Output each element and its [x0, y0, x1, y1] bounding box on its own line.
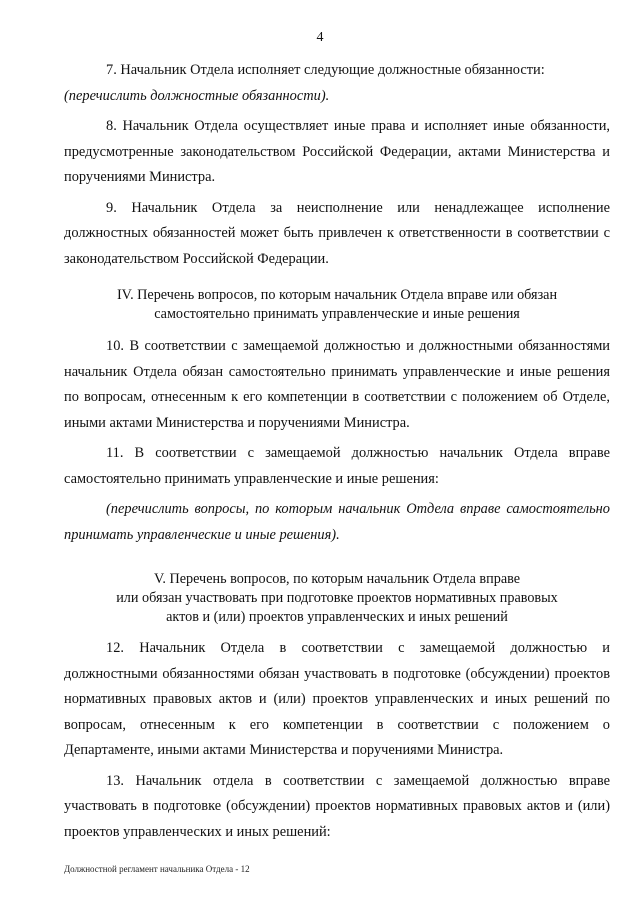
section-5-title-line-2: или обязан участвовать при подготовке проектов нормативных правовых [116, 590, 558, 606]
block-paragraphs-12-13 [64, 636, 610, 845]
document-footer: Должностной регламент начальника Отдела - 12 [64, 864, 250, 874]
paragraph-10: 10. В соответствии с замещаемой должностью и должностными обязанностями начальник Отдела обязан самостоятельно принимать управленческие и иные решения по вопросам, отнесенным к его компетенции в соответствии с положением об Отделе, иными актами Министерства и поручениями Министра. [64, 338, 610, 431]
section-4-title-line-2: самостоятельно принимать управленческие и иные решения [154, 306, 520, 322]
paragraph-13: 13. Начальник отдела в соответствии с замещаемой должностью вправе участвовать в подготовке (обсуждении) проектов нормативных правовых актов и (или) проектов управленческих и иных решений: [64, 772, 610, 840]
block-paragraphs-10-11 [64, 334, 610, 548]
block-paragraphs-7-9 [64, 58, 610, 272]
section-5-heading [64, 570, 610, 627]
paragraph-11-italic-note: (перечислить вопросы, по которым начальник Отдела вправе самостоятельно принимать управленческие и иные решения). [64, 501, 610, 543]
paragraph-7-text: 7. Начальник Отдела исполняет следующие должностные обязанности: [106, 62, 545, 78]
paragraph-9: 9. Начальник Отдела за неисполнение или ненадлежащее исполнение должностных обязанностей может быть привлечен к ответственности в соответствии с законодательством Российской Федерации. [64, 199, 610, 267]
paragraph-12: 12. Начальник Отдела в соответствии с замещаемой должностью и должностными обязанностями обязан участвовать в подготовке (обсуждении) проектов нормативных правовых актов и (или) проектов управленческих и иных решений по вопросам, отнесенным к его компетенции в соответствии с положением о Департаменте, иными актами Министерства и поручениями Министра. [64, 640, 610, 758]
page-number: 4 [316, 30, 324, 45]
section-4-heading [64, 286, 610, 324]
paragraph-11: 11. В соответствии с замещаемой должностью начальник Отдела вправе самостоятельно принимать управленческие и иные решения: [64, 445, 610, 487]
paragraph-8: 8. Начальник Отдела осуществляет иные права и исполняет иные обязанности, предусмотренные законодательством Российской Федерации, актами Министерства и поручениями Министра. [64, 118, 610, 185]
section-4-title-line-1: IV. Перечень вопросов, по которым начальник Отдела вправе или обязан [116, 287, 558, 303]
paragraph-7 [64, 58, 610, 84]
section-5-title-line-1: V. Перечень вопросов, по которым начальник Отдела вправе [153, 571, 521, 587]
section-5-title-line-3: актов и (или) проектов управленческих и иных решений [166, 609, 508, 625]
paragraph-7-italic-note: (перечислить должностные обязанности). [64, 87, 330, 104]
